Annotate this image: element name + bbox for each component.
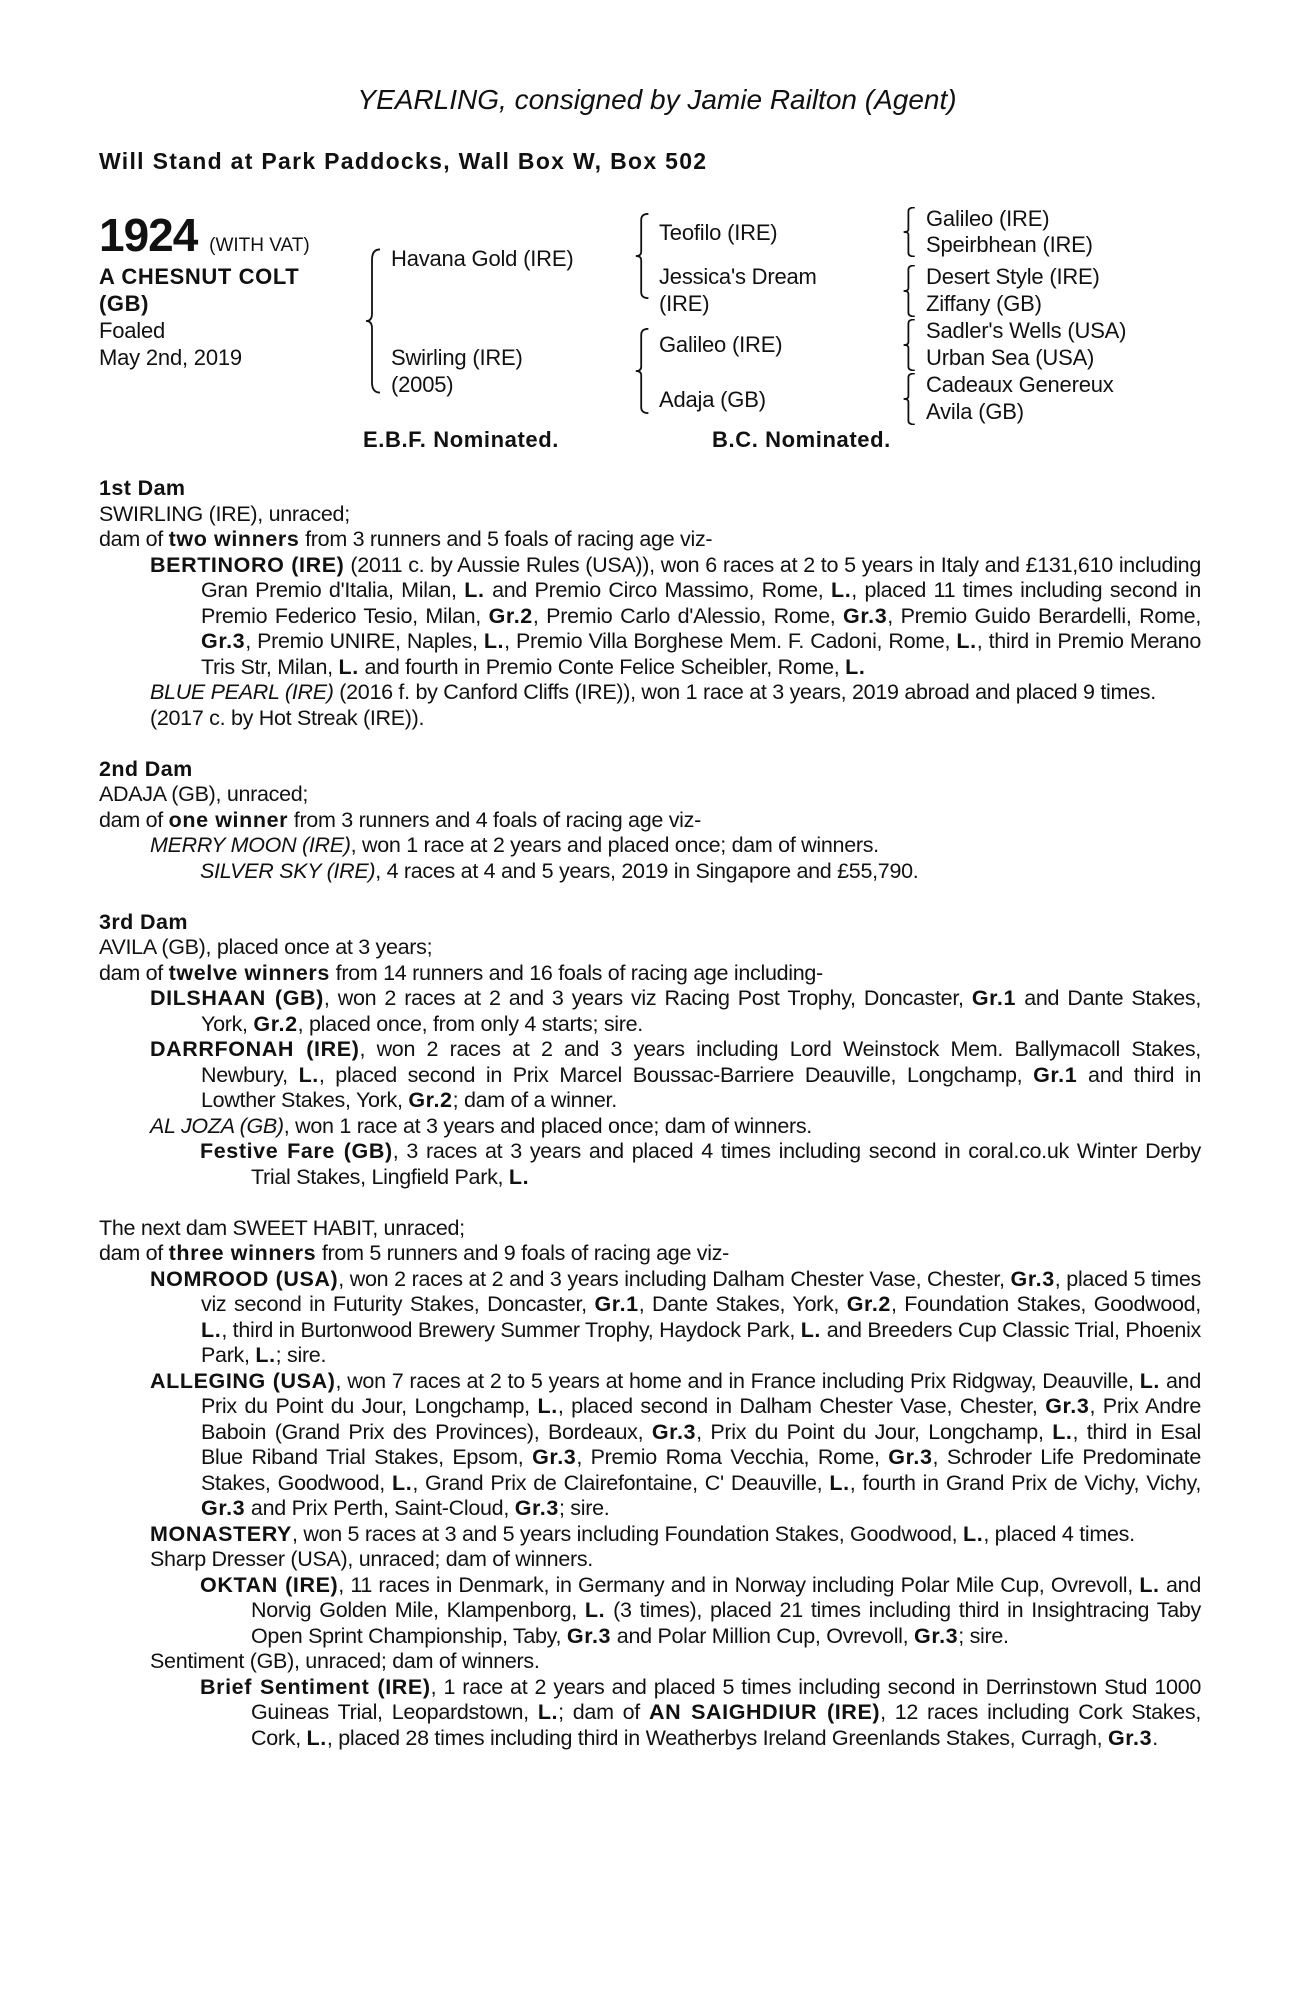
italic-text: BLUE PEARL (IRE) bbox=[150, 680, 334, 704]
bold-text: L. bbox=[830, 578, 852, 602]
catalogue-paragraph bbox=[99, 961, 1201, 987]
pedigree-brace bbox=[902, 207, 918, 257]
italic-text: AL JOZA (GB) bbox=[150, 1113, 284, 1138]
pedigree-brace bbox=[634, 328, 652, 414]
catalogue-paragraph bbox=[99, 833, 1201, 859]
text-run: , won 2 races at 2 and 3 years including Lord Weinstock Mem. Ballymacoll Stakes, Newbury, bbox=[201, 1037, 1201, 1087]
catalogue-paragraph bbox=[99, 859, 1201, 885]
ebf-nominated: E.B.F. Nominated. bbox=[363, 427, 559, 452]
bold-text: OKTAN (IRE) bbox=[200, 1572, 339, 1597]
horse-origin: (GB) bbox=[99, 291, 150, 316]
text-run: 2nd Dam bbox=[99, 756, 193, 781]
bold-text: L. bbox=[845, 654, 866, 679]
text-run: from 3 runners and 4 foals of racing age viz- bbox=[288, 807, 701, 832]
bold-text: Gr.1 bbox=[594, 1292, 639, 1316]
text-run: (2016 f. by Canford Cliffs (IRE)), won 1 race at 3 years, 2019 abroad and placed 9 times. bbox=[333, 680, 1156, 704]
text-run: dam of bbox=[99, 807, 169, 832]
bold-text: Gr.3 bbox=[888, 1445, 933, 1469]
text-run: , Prix du Point du Jour, Longchamp, bbox=[696, 1419, 1053, 1444]
text-run: ; sire. bbox=[558, 1496, 610, 1520]
section-heading bbox=[99, 476, 1201, 502]
text-run: and fourth in Premio Conte Felice Scheibler, Rome, bbox=[358, 654, 846, 679]
italic-text: MERRY MOON (IRE) bbox=[150, 833, 351, 857]
text-run: Sentiment (GB), unraced; dam of winners. bbox=[150, 1649, 540, 1673]
pedigree-gen3: Galileo (IRE) bbox=[926, 206, 1050, 231]
text-run: , 1 race at 2 years and placed 5 times including second in Derrinstown Stud 1000 Guineas Trial, Leopardstown, bbox=[251, 1674, 1202, 1724]
pedigree-gen2: Galileo (IRE) bbox=[659, 332, 783, 357]
pedigree-gen3: Sadler's Wells (USA) bbox=[926, 318, 1127, 343]
pedigree-brace bbox=[902, 319, 918, 371]
catalogue-paragraph bbox=[99, 1649, 1201, 1675]
bold-text: one winner bbox=[168, 807, 289, 832]
catalogue-paragraph bbox=[99, 935, 1201, 961]
text-run: and Premio Circo Massimo, Rome, bbox=[484, 578, 831, 602]
text-run: , fourth in Grand Prix de Vichy, Vichy, bbox=[849, 1470, 1202, 1495]
text-run: ; dam of a winner. bbox=[452, 1088, 617, 1112]
bold-text: Gr.3 bbox=[1010, 1266, 1055, 1291]
bold-text: Gr.2 bbox=[846, 1292, 891, 1316]
bold-text: L. bbox=[1139, 1572, 1160, 1597]
bold-text: Gr.2 bbox=[488, 603, 533, 628]
bold-text: L. bbox=[464, 578, 485, 602]
text-run: from 3 runners and 5 foals of racing age viz- bbox=[299, 527, 713, 551]
pedigree-brace bbox=[902, 265, 918, 317]
text-run: Sharp Dresser (USA), unraced; dam of winners. bbox=[150, 1547, 593, 1571]
catalogue-paragraph bbox=[99, 1267, 1201, 1369]
bold-text: Gr.1 bbox=[971, 986, 1017, 1010]
section-heading bbox=[99, 910, 1201, 936]
catalogue-paragraph bbox=[99, 782, 1201, 808]
text-run: , Premio Guido Berardelli, Rome, bbox=[887, 603, 1201, 628]
text-run: , 12 races including Cork Stakes, Cork, bbox=[251, 1700, 1201, 1750]
catalogue-paragraph bbox=[99, 808, 1201, 834]
catalogue-paragraph bbox=[99, 1675, 1201, 1752]
text-run: ; sire. bbox=[275, 1343, 327, 1367]
text-run: , placed 11 times including second in Premio Federico Tesio, Milan, bbox=[201, 578, 1201, 628]
section-heading bbox=[99, 757, 1201, 783]
text-run: , third in Burtonwood Brewery Summer Trophy, Haydock Park, bbox=[221, 1317, 801, 1342]
catalogue-paragraph bbox=[99, 1139, 1201, 1190]
pedigree-gen3: Ziffany (GB) bbox=[926, 291, 1042, 316]
bold-text: MONASTERY bbox=[150, 1521, 292, 1546]
pedigree-gen3: Cadeaux Genereux bbox=[926, 372, 1114, 397]
text-run: , Dante Stakes, York, bbox=[638, 1292, 847, 1316]
lot-number bbox=[99, 208, 310, 262]
text-run: and Polar Million Cup, Ovrevoll, bbox=[611, 1623, 914, 1648]
text-run: . bbox=[1152, 1725, 1158, 1750]
text-run: from 5 runners and 9 foals of racing age viz- bbox=[316, 1241, 730, 1265]
text-run: , Prix Andre Baboin (Grand Prix des Provinces), Bordeaux, bbox=[201, 1394, 1201, 1444]
bold-text: L. bbox=[1139, 1368, 1160, 1393]
text-run: , 3 races at 3 years and placed 4 times including second in coral.co.uk Winter Derby Trial Stakes, Lingfield Park, bbox=[251, 1139, 1202, 1189]
spacer bbox=[99, 1190, 1201, 1216]
bold-text: Gr.3 bbox=[201, 1496, 246, 1520]
bold-text: AN SAIGHDIUR (IRE) bbox=[648, 1700, 881, 1724]
text-run: , Grand Prix de Clairefontaine, C' Deauville, bbox=[412, 1470, 830, 1495]
pedigree-gen3: Desert Style (IRE) bbox=[926, 264, 1100, 289]
bold-text: L. bbox=[483, 629, 505, 653]
catalogue-paragraph bbox=[99, 1216, 1201, 1242]
text-run: , Premio Villa Borghese Mem. F. Cadoni, Rome, bbox=[504, 629, 957, 653]
foaled-date: May 2nd, 2019 bbox=[99, 345, 242, 370]
bold-text: L. bbox=[508, 1164, 530, 1189]
text-run: and Norvig Golden Mile, Klampenborg, bbox=[251, 1572, 1201, 1622]
bold-text: Gr.3 bbox=[914, 1623, 959, 1648]
pedigree-gen2: (IRE) bbox=[659, 291, 710, 316]
text-run: 1st Dam bbox=[99, 476, 186, 500]
text-run: , placed 28 times including third in Weatherbys Ireland Greenlands Stakes, Curragh, bbox=[326, 1725, 1108, 1750]
pedigree-gen3: Urban Sea (USA) bbox=[926, 345, 1095, 370]
bold-text: L. bbox=[829, 1470, 850, 1495]
bold-text: L. bbox=[306, 1725, 327, 1750]
spacer bbox=[99, 731, 1201, 757]
pedigree-gen2: Jessica's Dream bbox=[659, 264, 817, 289]
text-run: ; sire. bbox=[958, 1623, 1009, 1648]
text-run: SWIRLING (IRE), unraced; bbox=[99, 501, 350, 526]
bold-text: Festive Fare (GB) bbox=[200, 1139, 393, 1163]
catalogue-paragraph bbox=[99, 1522, 1201, 1548]
stand-location: Will Stand at Park Paddocks, Wall Box W, Box 502 bbox=[99, 148, 708, 174]
italic-text: SILVER SKY (IRE) bbox=[200, 858, 376, 883]
text-run: , won 2 races at 2 and 3 years viz Racing Post Trophy, Doncaster, bbox=[323, 986, 972, 1010]
catalogue-paragraph bbox=[99, 1241, 1201, 1267]
text-run: and Prix du Point du Jour, Longchamp, bbox=[201, 1368, 1201, 1418]
text-run: , placed second in Prix Marcel Boussac-Barriere Deauville, Longchamp, bbox=[318, 1062, 1034, 1087]
pedigree-brace bbox=[634, 213, 652, 299]
bold-text: L. bbox=[255, 1343, 276, 1367]
catalogue-paragraph bbox=[99, 1114, 1201, 1140]
text-run: , placed 5 times viz second in Futurity Stakes, Doncaster, bbox=[201, 1266, 1201, 1316]
pedigree-gen3: Speirbhean (IRE) bbox=[926, 232, 1093, 257]
catalogue-paragraph bbox=[99, 553, 1201, 681]
text-run: and Dante Stakes, York, bbox=[201, 986, 1201, 1036]
bold-text: BERTINORO (IRE) bbox=[150, 552, 345, 577]
bold-text: DARRFONAH (IRE) bbox=[150, 1037, 360, 1061]
bold-text: L. bbox=[584, 1598, 606, 1622]
text-run: , won 5 races at 3 and 5 years including Foundation Stakes, Goodwood, bbox=[291, 1521, 963, 1546]
bold-text: NOMROOD (USA) bbox=[150, 1266, 339, 1291]
bold-text: Gr.2 bbox=[253, 1011, 298, 1036]
text-run: dam of bbox=[99, 960, 169, 985]
bold-text: twelve winners bbox=[168, 960, 330, 985]
text-run: and Breeders Cup Classic Trial, Phoenix Park, bbox=[201, 1317, 1202, 1367]
text-run: The next dam SWEET HABIT, unraced; bbox=[99, 1215, 465, 1240]
text-run: , placed second in Dalham Chester Vase, Chester, bbox=[557, 1394, 1046, 1418]
text-run: AVILA (GB), placed once at 3 years; bbox=[99, 935, 433, 959]
text-run: dam of bbox=[99, 1241, 169, 1265]
pedigree-gen2: Adaja (GB) bbox=[659, 387, 766, 412]
text-run: , third in Premio Merano Tris Str, Milan, bbox=[201, 629, 1201, 679]
bold-text: L. bbox=[338, 654, 359, 679]
bc-nominated: B.C. Nominated. bbox=[712, 427, 891, 452]
horse-description: A CHESNUT COLT bbox=[99, 264, 300, 289]
vat-note: (WITH VAT) bbox=[209, 235, 310, 256]
bold-text: Gr.3 bbox=[1107, 1725, 1153, 1750]
text-run: , Premio UNIRE, Naples, bbox=[245, 629, 484, 653]
bold-text: Gr.3 bbox=[843, 603, 888, 628]
bold-text: three winners bbox=[168, 1241, 317, 1265]
bold-text: Gr.3 bbox=[1045, 1394, 1090, 1418]
bold-text: L. bbox=[537, 1700, 559, 1724]
text-run: dam of bbox=[99, 527, 169, 551]
text-run: and Prix Perth, Saint-Cloud, bbox=[245, 1496, 515, 1520]
text-run: (2017 c. by Hot Streak (IRE)). bbox=[150, 705, 425, 730]
sire-name: Havana Gold (IRE) bbox=[391, 246, 574, 271]
catalogue-paragraph bbox=[99, 1573, 1201, 1650]
bold-text: L. bbox=[537, 1394, 558, 1418]
bold-text: L. bbox=[1052, 1419, 1073, 1444]
text-run: , Premio Carlo d'Alessio, Rome, bbox=[532, 603, 844, 628]
dam-name: Swirling (IRE) bbox=[391, 345, 523, 370]
bold-text: Gr.2 bbox=[408, 1088, 453, 1112]
bold-text: L. bbox=[956, 629, 977, 653]
bold-text: Gr.3 bbox=[566, 1623, 612, 1648]
text-run: , placed once, from only 4 starts; sire. bbox=[297, 1011, 643, 1036]
pedigree-brace bbox=[364, 248, 384, 394]
bold-text: L. bbox=[201, 1317, 222, 1342]
text-run: from 14 runners and 16 foals of racing age including- bbox=[329, 960, 823, 985]
catalogue-paragraph bbox=[99, 706, 1201, 732]
pedigree-brace bbox=[902, 373, 918, 425]
pedigree-gen2: Teofilo (IRE) bbox=[659, 220, 778, 245]
bold-text: Brief Sentiment (IRE) bbox=[200, 1674, 431, 1699]
bold-text: Gr.3 bbox=[651, 1419, 697, 1444]
text-run: , Foundation Stakes, Goodwood, bbox=[890, 1292, 1201, 1316]
bold-text: L. bbox=[963, 1521, 984, 1546]
bold-text: L. bbox=[800, 1317, 822, 1342]
spacer bbox=[99, 884, 1201, 910]
bold-text: L. bbox=[298, 1062, 319, 1087]
text-run: ADAJA (GB), unraced; bbox=[99, 782, 309, 806]
lot-number-value: 1924 bbox=[99, 209, 198, 261]
bold-text: DILSHAAN (GB) bbox=[150, 986, 324, 1010]
bold-text: ALLEGING (USA) bbox=[150, 1368, 336, 1393]
text-run: (2011 c. by Aussie Rules (USA)), won 6 races at 2 to 5 years in Italy and £131,610 including Gran Premio d'Italia, Milan, bbox=[201, 552, 1201, 602]
text-run: , won 7 races at 2 to 5 years at home and in France including Prix Ridgway, Deauville, bbox=[335, 1368, 1140, 1393]
bold-text: two winners bbox=[168, 527, 300, 551]
catalogue-paragraph bbox=[99, 680, 1201, 706]
bold-text: Gr.1 bbox=[1033, 1062, 1078, 1087]
text-run: , 4 races at 4 and 5 years, 2019 in Singapore and £55,790. bbox=[375, 858, 919, 883]
text-run: , third in Esal Blue Riband Trial Stakes, Epsom, bbox=[201, 1419, 1201, 1469]
text-run: , Premio Roma Vecchia, Rome, bbox=[576, 1445, 889, 1469]
text-run: , won 1 race at 2 years and placed once; dam of winners. bbox=[350, 833, 879, 857]
catalogue-paragraph bbox=[99, 502, 1201, 528]
text-run: , placed 4 times. bbox=[983, 1521, 1135, 1546]
catalogue-paragraph bbox=[99, 986, 1201, 1037]
text-run: ; dam of bbox=[558, 1700, 649, 1724]
bold-text: Gr.3 bbox=[532, 1445, 577, 1469]
dam-year: (2005) bbox=[391, 372, 454, 397]
text-run: , 11 races in Denmark, in Germany and in Norway including Polar Mile Cup, Ovrevoll, bbox=[338, 1572, 1140, 1597]
bold-text: L. bbox=[392, 1470, 413, 1495]
text-run: , won 1 race at 3 years and placed once; dam of winners. bbox=[283, 1113, 812, 1138]
text-run: 3rd Dam bbox=[99, 909, 188, 934]
text-run: , Schroder Life Predominate Stakes, Goodwood, bbox=[201, 1445, 1201, 1495]
catalogue-paragraph bbox=[99, 1547, 1201, 1573]
text-run: and third in Lowther Stakes, York, bbox=[201, 1062, 1201, 1112]
catalogue-paragraph bbox=[99, 527, 1201, 553]
catalogue-body bbox=[99, 476, 1201, 1751]
text-run: , won 2 races at 2 and 3 years including Dalham Chester Vase, Chester, bbox=[338, 1266, 1011, 1291]
text-run: (3 times), placed 21 times including third in Insightracing Taby Open Sprint Championship, Taby, bbox=[251, 1598, 1201, 1648]
catalogue-paragraph bbox=[99, 1037, 1201, 1114]
page-title: YEARLING, consigned by Jamie Railton (Agent) bbox=[357, 84, 957, 115]
pedigree-gen3: Avila (GB) bbox=[926, 399, 1024, 424]
catalogue-paragraph bbox=[99, 1369, 1201, 1522]
bold-text: Gr.3 bbox=[514, 1496, 559, 1520]
foaled-label: Foaled bbox=[99, 318, 166, 343]
bold-text: Gr.3 bbox=[201, 629, 246, 653]
